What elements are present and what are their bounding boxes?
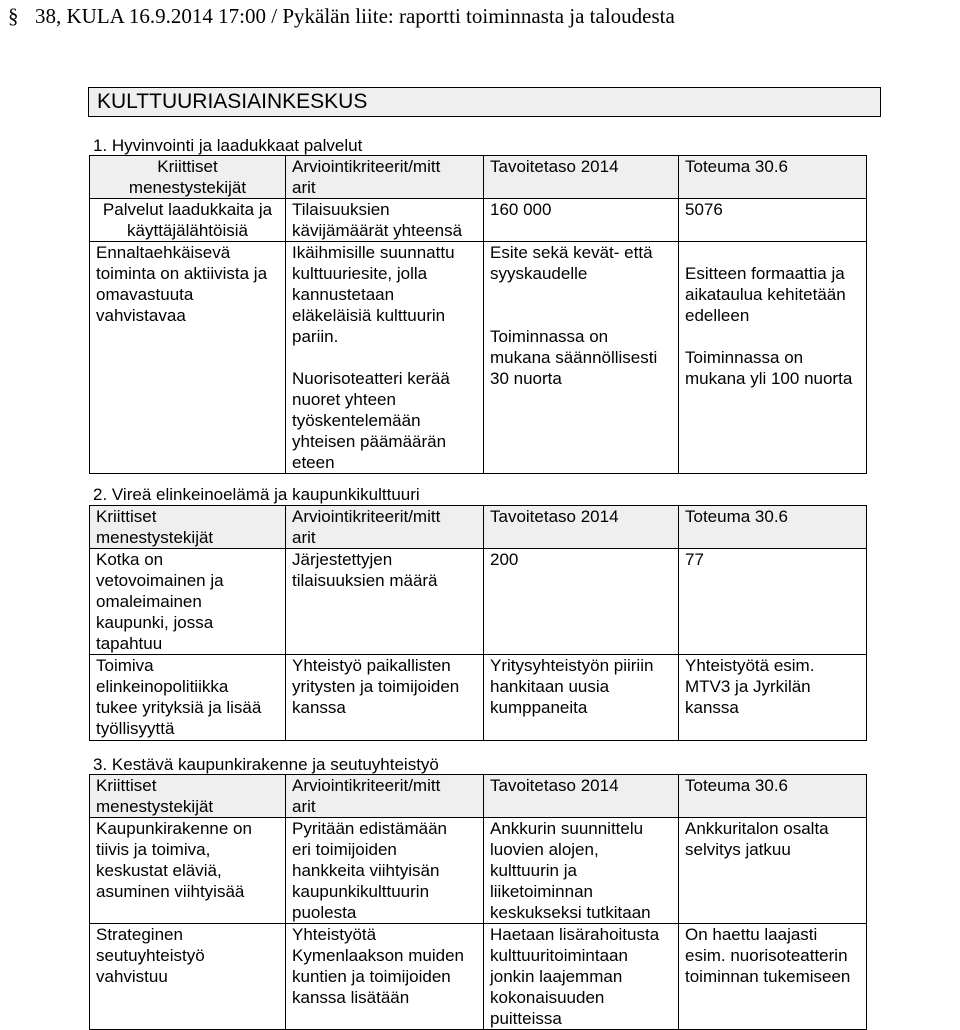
cell-actual: Yhteistyötä esim. MTV3 ja Jyrkilän kanssa: [679, 655, 867, 741]
header-actual: Toteuma 30.6: [679, 775, 867, 818]
table-row: [90, 655, 867, 741]
table-header-row: [90, 775, 867, 818]
cell-target: Esite sekä kevät- että syyskaudelle Toiminnassa on mukana säännöllisesti 30 nuorta: [484, 242, 679, 474]
table-row: [90, 924, 867, 1030]
header-actual: Toteuma 30.6: [679, 156, 867, 199]
cell-factor: Palvelut laadukkaita ja käyttäjälähtöisiä: [90, 199, 286, 242]
cell-target: 200: [484, 549, 679, 655]
cell-criteria: Pyritään edistämään eri toimijoiden hankkeita viihtyisän kaupunkikulttuurin puolesta: [286, 818, 484, 924]
cell-factor: Kotka on vetovoimainen ja omaleimainen kaupunki, jossa tapahtuu: [90, 549, 286, 655]
section-3-title: 3. Kestävä kaupunkirakenne ja seutuyhteistyö: [93, 755, 439, 774]
section-sign-icon: §: [8, 4, 19, 28]
cell-factor: Toimiva elinkeinopolitiikka tukee yrityksiä ja lisää työllisyyttä: [90, 655, 286, 741]
cell-criteria: Järjestettyjen tilaisuuksien määrä: [286, 549, 484, 655]
table-header-row: [90, 156, 867, 199]
header-target: Tavoitetaso 2014: [484, 775, 679, 818]
header-target: Tavoitetaso 2014: [484, 506, 679, 549]
section-1-table: [89, 155, 867, 474]
cell-criteria: Yhteistyötä Kymenlaakson muiden kuntien ja toimijoiden kanssa lisätään: [286, 924, 484, 1030]
table-row: [90, 549, 867, 655]
cell-target: Haetaan lisärahoitusta kulttuuritoimintaan jonkin laajemman kokonaisuuden puitteissa: [484, 924, 679, 1030]
table-row: [90, 242, 867, 474]
cell-target: Ankkurin suunnittelu luovien alojen, kulttuurin ja liiketoiminnan keskukseksi tutkitaan: [484, 818, 679, 924]
header-critical-factors: Kriittiset menestystekijät: [90, 506, 286, 549]
table-header-row: [90, 506, 867, 549]
page-heading: [8, 4, 675, 28]
cell-factor: Strateginen seutuyhteistyö vahvistuu: [90, 924, 286, 1030]
cell-factor: Ennaltaehkäisevä toiminta on aktiivista ja omavastuuta vahvistavaa: [90, 242, 286, 474]
cell-criteria: Tilaisuuksien kävijämäärät yhteensä: [286, 199, 484, 242]
cell-factor: Kaupunkirakenne on tiivis ja toimiva, keskustat eläviä, asuminen viihtyisää: [90, 818, 286, 924]
section-2-table: [89, 505, 867, 741]
unit-title-box: [88, 87, 881, 117]
header-critical-factors: Kriittiset menestystekijät: [90, 775, 286, 818]
section-2-title: 2. Vireä elinkeinoelämä ja kaupunkikulttuuri: [93, 485, 420, 504]
cell-target: 160 000: [484, 199, 679, 242]
unit-title: KULTTUURIASIAINKESKUS: [97, 90, 368, 113]
header-criteria: Arviointikriteerit/mitt arit: [286, 156, 484, 199]
table-row: [90, 818, 867, 924]
cell-criteria: Yhteistyö paikallisten yritysten ja toimijoiden kanssa: [286, 655, 484, 741]
table-row: [90, 199, 867, 242]
header-criteria: Arviointikriteerit/mitt arit: [286, 506, 484, 549]
cell-actual: 5076: [679, 199, 867, 242]
header-critical-factors: Kriittiset menestystekijät: [90, 156, 286, 199]
section-3-table: [89, 774, 867, 1030]
section-1-title: 1. Hyvinvointi ja laadukkaat palvelut: [93, 136, 363, 155]
page-title: 38, KULA 16.9.2014 17:00 / Pykälän liite: raportti toiminnasta ja taloudesta: [35, 4, 675, 28]
header-criteria: Arviointikriteerit/mitt arit: [286, 775, 484, 818]
header-target: Tavoitetaso 2014: [484, 156, 679, 199]
cell-actual: 77: [679, 549, 867, 655]
cell-target: Yritysyhteistyön piiriin hankitaan uusia kumppaneita: [484, 655, 679, 741]
cell-actual: On haettu laajasti esim. nuorisoteatterin toiminnan tukemiseen: [679, 924, 867, 1030]
cell-actual: Ankkuritalon osalta selvitys jatkuu: [679, 818, 867, 924]
cell-actual: Esitteen formaattia ja aikataulua kehitetään edelleen Toiminnassa on mukana yli 100 nuorta: [679, 242, 867, 474]
header-actual: Toteuma 30.6: [679, 506, 867, 549]
cell-criteria: Ikäihmisille suunnattu kulttuuriesite, jolla kannustetaan eläkeläisiä kulttuurin pariin. Nuorisoteatteri kerää nuoret yhteen työskentelemään yhteisen päämäärän eteen: [286, 242, 484, 474]
